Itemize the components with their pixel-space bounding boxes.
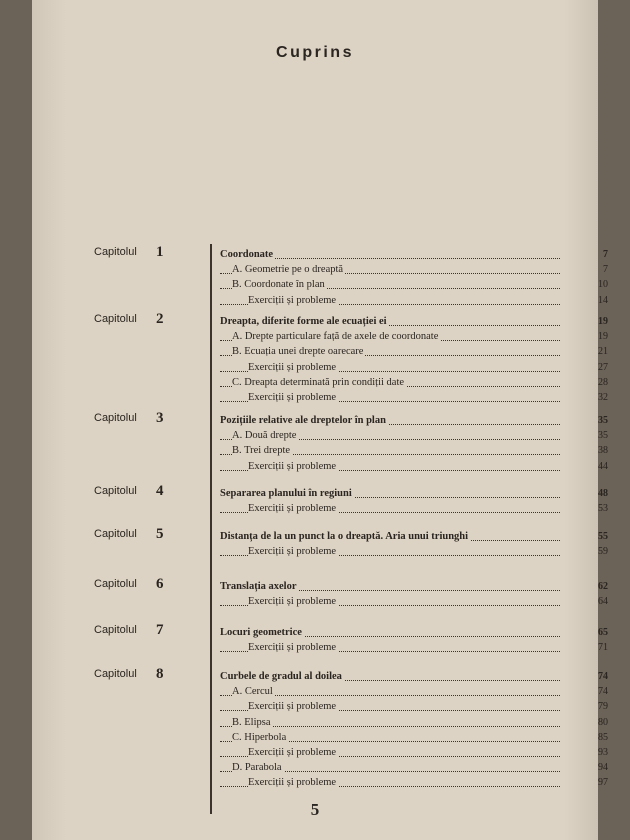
- toc-entry-page: 59: [598, 546, 608, 558]
- chapter-number: 3: [156, 410, 164, 426]
- page-number: 5: [310, 800, 320, 819]
- toc-entry-title: Exerciții și probleme: [248, 747, 337, 758]
- chapter-number: 2: [156, 311, 164, 327]
- chapter-heading: [32, 576, 202, 594]
- toc-entry: [220, 776, 608, 789]
- toc-entry-page: 93: [598, 747, 608, 758]
- chapter-heading: [32, 526, 202, 544]
- chapter-number: 5: [156, 526, 164, 542]
- toc-entry-title: Coordonate: [220, 249, 274, 260]
- toc-entry: [220, 626, 608, 639]
- toc-entry-title: C. Hiperbola: [232, 731, 287, 743]
- toc-entry-title: Locuri geometrice: [220, 627, 302, 638]
- chapter-heading: [32, 483, 202, 501]
- chapter-label: Capitolul: [94, 313, 137, 325]
- toc-entry-page: 38: [598, 445, 608, 457]
- chapter-label: Capitolul: [94, 578, 137, 590]
- chapter-number: 6: [156, 576, 164, 592]
- toc-entry-page: 27: [598, 361, 608, 373]
- toc-entry-title: B. Coordonate în plan: [232, 279, 325, 291]
- toc-entry-title: Exerciții și probleme: [248, 546, 337, 558]
- toc-entry: [220, 429, 608, 442]
- chapter-label: Capitolul: [94, 528, 137, 540]
- toc-entry: [220, 315, 608, 328]
- toc-entry-title: Exerciții și probleme: [248, 777, 337, 789]
- toc-entry-page: 74: [598, 686, 608, 698]
- toc-entry-page: 7: [603, 249, 608, 260]
- divider-line: [210, 244, 212, 814]
- toc-entry: [220, 502, 608, 515]
- toc-entry-title: Distanța de la un punct la o dreaptă. Aria unui triunghi: [220, 531, 469, 542]
- toc-entry: [220, 670, 608, 683]
- toc-entry-page: 14: [598, 294, 608, 306]
- toc-entry-page: 10: [598, 279, 608, 291]
- toc-entry-title: Exerciții și probleme: [248, 596, 337, 608]
- toc-entry-page: 80: [598, 716, 608, 728]
- toc-entry-title: A. Cercul: [232, 686, 273, 698]
- toc-entry-title: Exerciții și probleme: [248, 503, 337, 515]
- toc-entry: [220, 376, 608, 389]
- toc-entry-title: Dreapta, diferite forme ale ecuației ei: [220, 316, 387, 327]
- toc-entry-title: B. Trei drepte: [232, 445, 291, 457]
- toc-entry: [220, 761, 608, 774]
- toc-entry-title: Exerciții și probleme: [248, 642, 337, 654]
- toc-entry: [220, 685, 608, 698]
- toc-entry-page: 21: [598, 346, 608, 358]
- toc-entry-title: A. Drepte particulare față de axele de coordonate: [232, 331, 439, 343]
- chapter-heading: [32, 666, 202, 684]
- toc-entry-title: B. Elipsa: [232, 716, 271, 728]
- toc-entry: [220, 444, 608, 457]
- chapter-label: Capitolul: [94, 624, 137, 636]
- chapter-label: Capitolul: [94, 668, 137, 680]
- toc-entry-title: Translația axelor: [220, 581, 297, 592]
- toc-entry-page: 79: [598, 701, 608, 713]
- toc-entry-title: Exerciții și probleme: [248, 392, 337, 403]
- toc-entry: [220, 330, 608, 343]
- toc-entry-title: B. Ecuația unei drepte oarecare: [232, 346, 364, 358]
- chapter-number: 1: [156, 244, 164, 260]
- chapter-heading: [32, 410, 202, 428]
- toc-entry: [220, 278, 608, 291]
- chapter-label: Capitolul: [94, 485, 137, 497]
- toc-entry-page: 64: [598, 596, 608, 608]
- toc-entry: [220, 580, 608, 593]
- toc-entry-title: Separarea planului în regiuni: [220, 488, 352, 499]
- chapter-number: 8: [156, 666, 164, 682]
- chapter-heading: [32, 622, 202, 640]
- page-title: Cuprins: [276, 44, 354, 61]
- toc-entry: [220, 700, 608, 713]
- chapter-label: Capitolul: [94, 246, 137, 258]
- toc-entry-page: 62: [598, 581, 608, 592]
- toc-entry: [220, 391, 608, 404]
- toc-entry: [220, 545, 608, 558]
- toc-entry: [220, 294, 608, 307]
- book-page: [32, 0, 608, 840]
- toc-entry: [220, 716, 608, 729]
- toc-entry-title: Exerciții și probleme: [248, 460, 337, 472]
- toc-entry: [220, 345, 608, 358]
- toc-entry: [220, 530, 608, 543]
- toc-entry-page: 65: [598, 627, 608, 638]
- toc-entry-page: 7: [603, 264, 608, 276]
- toc-entry: [220, 414, 608, 427]
- toc-entry-title: Pozițiile relative ale dreptelor în plan: [220, 415, 386, 426]
- toc-entry-title: C. Dreapta determinată prin condiții date: [232, 376, 405, 388]
- toc-entry-title: Exerciții și probleme: [248, 701, 337, 713]
- toc-entry-page: 71: [598, 642, 608, 654]
- toc-entry: [220, 595, 608, 608]
- toc-entry-page: 53: [598, 503, 608, 515]
- toc-entry-page: 55: [598, 531, 608, 542]
- toc-entry-title: Exerciții și probleme: [248, 294, 337, 306]
- toc-entry-page: 44: [598, 460, 608, 472]
- chapter-number: 4: [156, 483, 164, 499]
- toc-entry-page: 19: [598, 331, 608, 343]
- toc-entry-page: 19: [598, 316, 608, 327]
- toc-entry: [220, 361, 608, 374]
- toc-entry: [220, 248, 608, 261]
- chapter-number: 7: [156, 622, 164, 638]
- toc-entry: [220, 746, 608, 759]
- toc-entry: [220, 641, 608, 654]
- toc-entry-title: A. Două drepte: [232, 430, 297, 442]
- toc-entry-page: 28: [598, 376, 608, 388]
- chapter-heading: [32, 311, 202, 329]
- toc-entry-title: A. Geometrie pe o dreaptă: [232, 264, 344, 276]
- toc-entry-page: 85: [598, 731, 608, 743]
- toc-entry-page: 94: [598, 762, 608, 774]
- toc-entry: [220, 263, 608, 276]
- toc-entry-title: Curbele de gradul al doilea: [220, 671, 342, 682]
- toc-entry-page: 32: [598, 392, 608, 403]
- toc-entry: [220, 487, 608, 500]
- chapter-heading: [32, 244, 202, 262]
- toc-entry: [220, 460, 608, 473]
- toc-entry-page: 74: [598, 671, 608, 682]
- toc-entry-page: 48: [598, 488, 608, 499]
- toc-entry-title: D. Parabola: [232, 762, 282, 774]
- toc-entry: [220, 731, 608, 744]
- toc-entry-title: Exerciții și probleme: [248, 361, 337, 373]
- toc-entry-page: 35: [598, 415, 608, 426]
- toc-entry-page: 35: [598, 430, 608, 442]
- chapter-label: Capitolul: [94, 412, 137, 424]
- toc-entry-page: 97: [598, 777, 608, 789]
